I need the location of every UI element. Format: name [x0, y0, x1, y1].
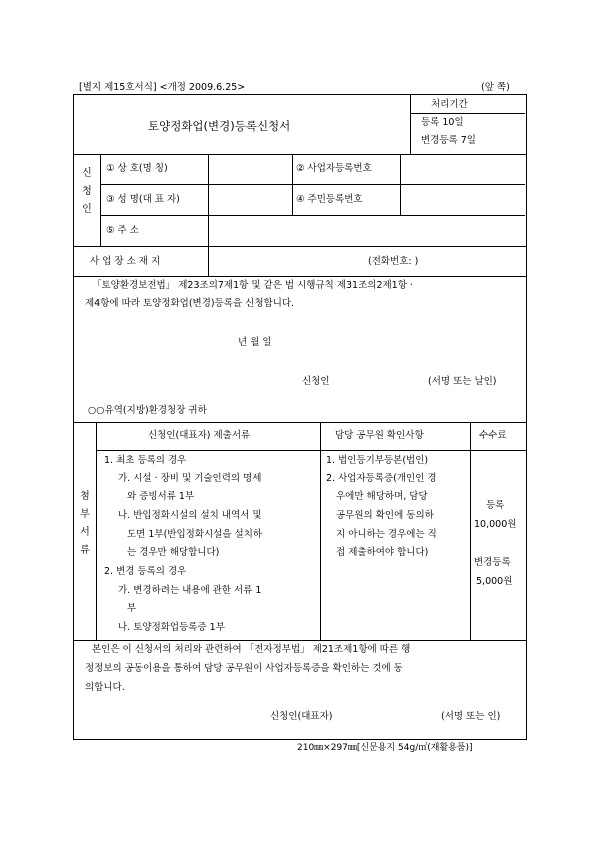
- fee-line: 변경등록: [474, 557, 511, 568]
- processing-register: 등록 10일: [421, 117, 464, 128]
- declaration-sign: (서명 또는 날인): [428, 376, 497, 387]
- fee-line: 등록: [486, 500, 505, 511]
- processing-period-label: 처리기간: [431, 99, 468, 110]
- official-check-line: 공무원의 확인에 동의하: [336, 510, 434, 521]
- office-phone-label: (전화번호: ): [368, 256, 419, 267]
- office-location-label: 사 업 장 소 재 지: [90, 256, 161, 267]
- applicant-group-label: 신청인: [82, 168, 92, 215]
- declaration-applicant: 신청인: [302, 376, 330, 387]
- official-check-line: 접 제출하여야 합니다): [336, 547, 429, 558]
- applicant-doc-line: 2. 변경 등록의 경우: [104, 566, 187, 577]
- consent-applicant: 신청인(대표자): [270, 711, 333, 722]
- paper-spec-footer: 210㎜×297㎜[신문용지 54g/㎡(재활용품)]: [297, 743, 473, 753]
- official-check-line: 지 아니하는 경우에는 직: [336, 529, 437, 540]
- representative-name-label: ③ 성 명(대 표 자): [106, 194, 180, 205]
- processing-change: 변경등록 7일: [421, 135, 476, 146]
- address-label: ⑤ 주 소: [106, 225, 139, 236]
- business-reg-field[interactable]: [402, 156, 522, 182]
- applicant-doc-line: 가. 시설 · 장비 및 기술인력의 명세: [118, 473, 262, 484]
- recipient: ○○유역(지방)환경청장 귀하: [88, 405, 207, 416]
- address-field[interactable]: [210, 217, 522, 244]
- consent-sign: (서명 또는 인): [441, 711, 501, 722]
- page-side-label: (앞 쪽): [481, 82, 510, 93]
- applicant-doc-line: 도면 1부(반입정화시설을 설치하: [127, 529, 263, 540]
- resident-no-label: ④ 주민등록번호: [296, 194, 363, 205]
- applicant-doc-line: 1. 최초 등록의 경우: [104, 455, 187, 466]
- applicant-doc-line: 와 증빙서류 1부: [127, 491, 195, 502]
- col-fee: 수수료: [479, 430, 507, 441]
- declaration-line-1: 「토양환경보전법」 제23조의7제1항 및 같은 법 시행규칙 제31조의2제1항 ·: [92, 280, 413, 291]
- official-check-line: 1. 법인등기부등본(법인): [326, 455, 429, 466]
- declaration-date: 년 월 일: [238, 337, 272, 348]
- fee-line: 5,000원: [476, 576, 513, 587]
- col-applicant-docs: 신청인(대표자) 제출서류: [148, 430, 251, 441]
- form-number: [별지 제15호서식] <개정 2009.6.25>: [79, 82, 246, 93]
- office-location-field[interactable]: [210, 248, 360, 274]
- consent-line-3: 의합니다.: [85, 682, 125, 693]
- representative-name-field[interactable]: [210, 186, 290, 213]
- col-official-check: 담당 공무원 확인사항: [335, 430, 424, 441]
- applicant-doc-line: 나. 토양정화업등록증 1부: [118, 622, 225, 633]
- applicant-doc-line: 부: [127, 603, 137, 614]
- official-check-line: 2. 사업자등록증(개인인 경: [326, 473, 437, 484]
- business-reg-label: ② 사업자등록번호: [296, 163, 372, 174]
- trade-name-label: ① 상 호(명 칭): [106, 163, 168, 174]
- resident-no-field[interactable]: [402, 186, 522, 213]
- official-check-line: 우에만 해당하며, 담당: [336, 491, 428, 502]
- applicant-doc-line: 가. 변경하려는 내용에 관한 서류 1: [118, 585, 262, 596]
- consent-line-2: 정정보의 공동이용을 통하여 담당 공무원이 사업자등록증을 확인하는 것에 동: [85, 663, 403, 674]
- applicant-doc-line: 나. 반입정화시설의 설치 내역서 및: [118, 510, 262, 521]
- attachments-group-label: 첨부서류: [80, 491, 90, 556]
- trade-name-field[interactable]: [210, 156, 290, 182]
- consent-line-1: 본인은 이 신청서의 처리와 관련하여 「전자정부법」 제21조제1항에 따른 행: [92, 644, 411, 655]
- applicant-doc-line: 는 경우만 해당합니다): [127, 547, 220, 558]
- form-title: 토양정화업(변경)등록신청서: [148, 119, 291, 133]
- fee-line: 10,000원: [474, 519, 517, 530]
- declaration-line-2: 제4항에 따라 토양정화업(변경)등록을 신청합니다.: [85, 298, 295, 309]
